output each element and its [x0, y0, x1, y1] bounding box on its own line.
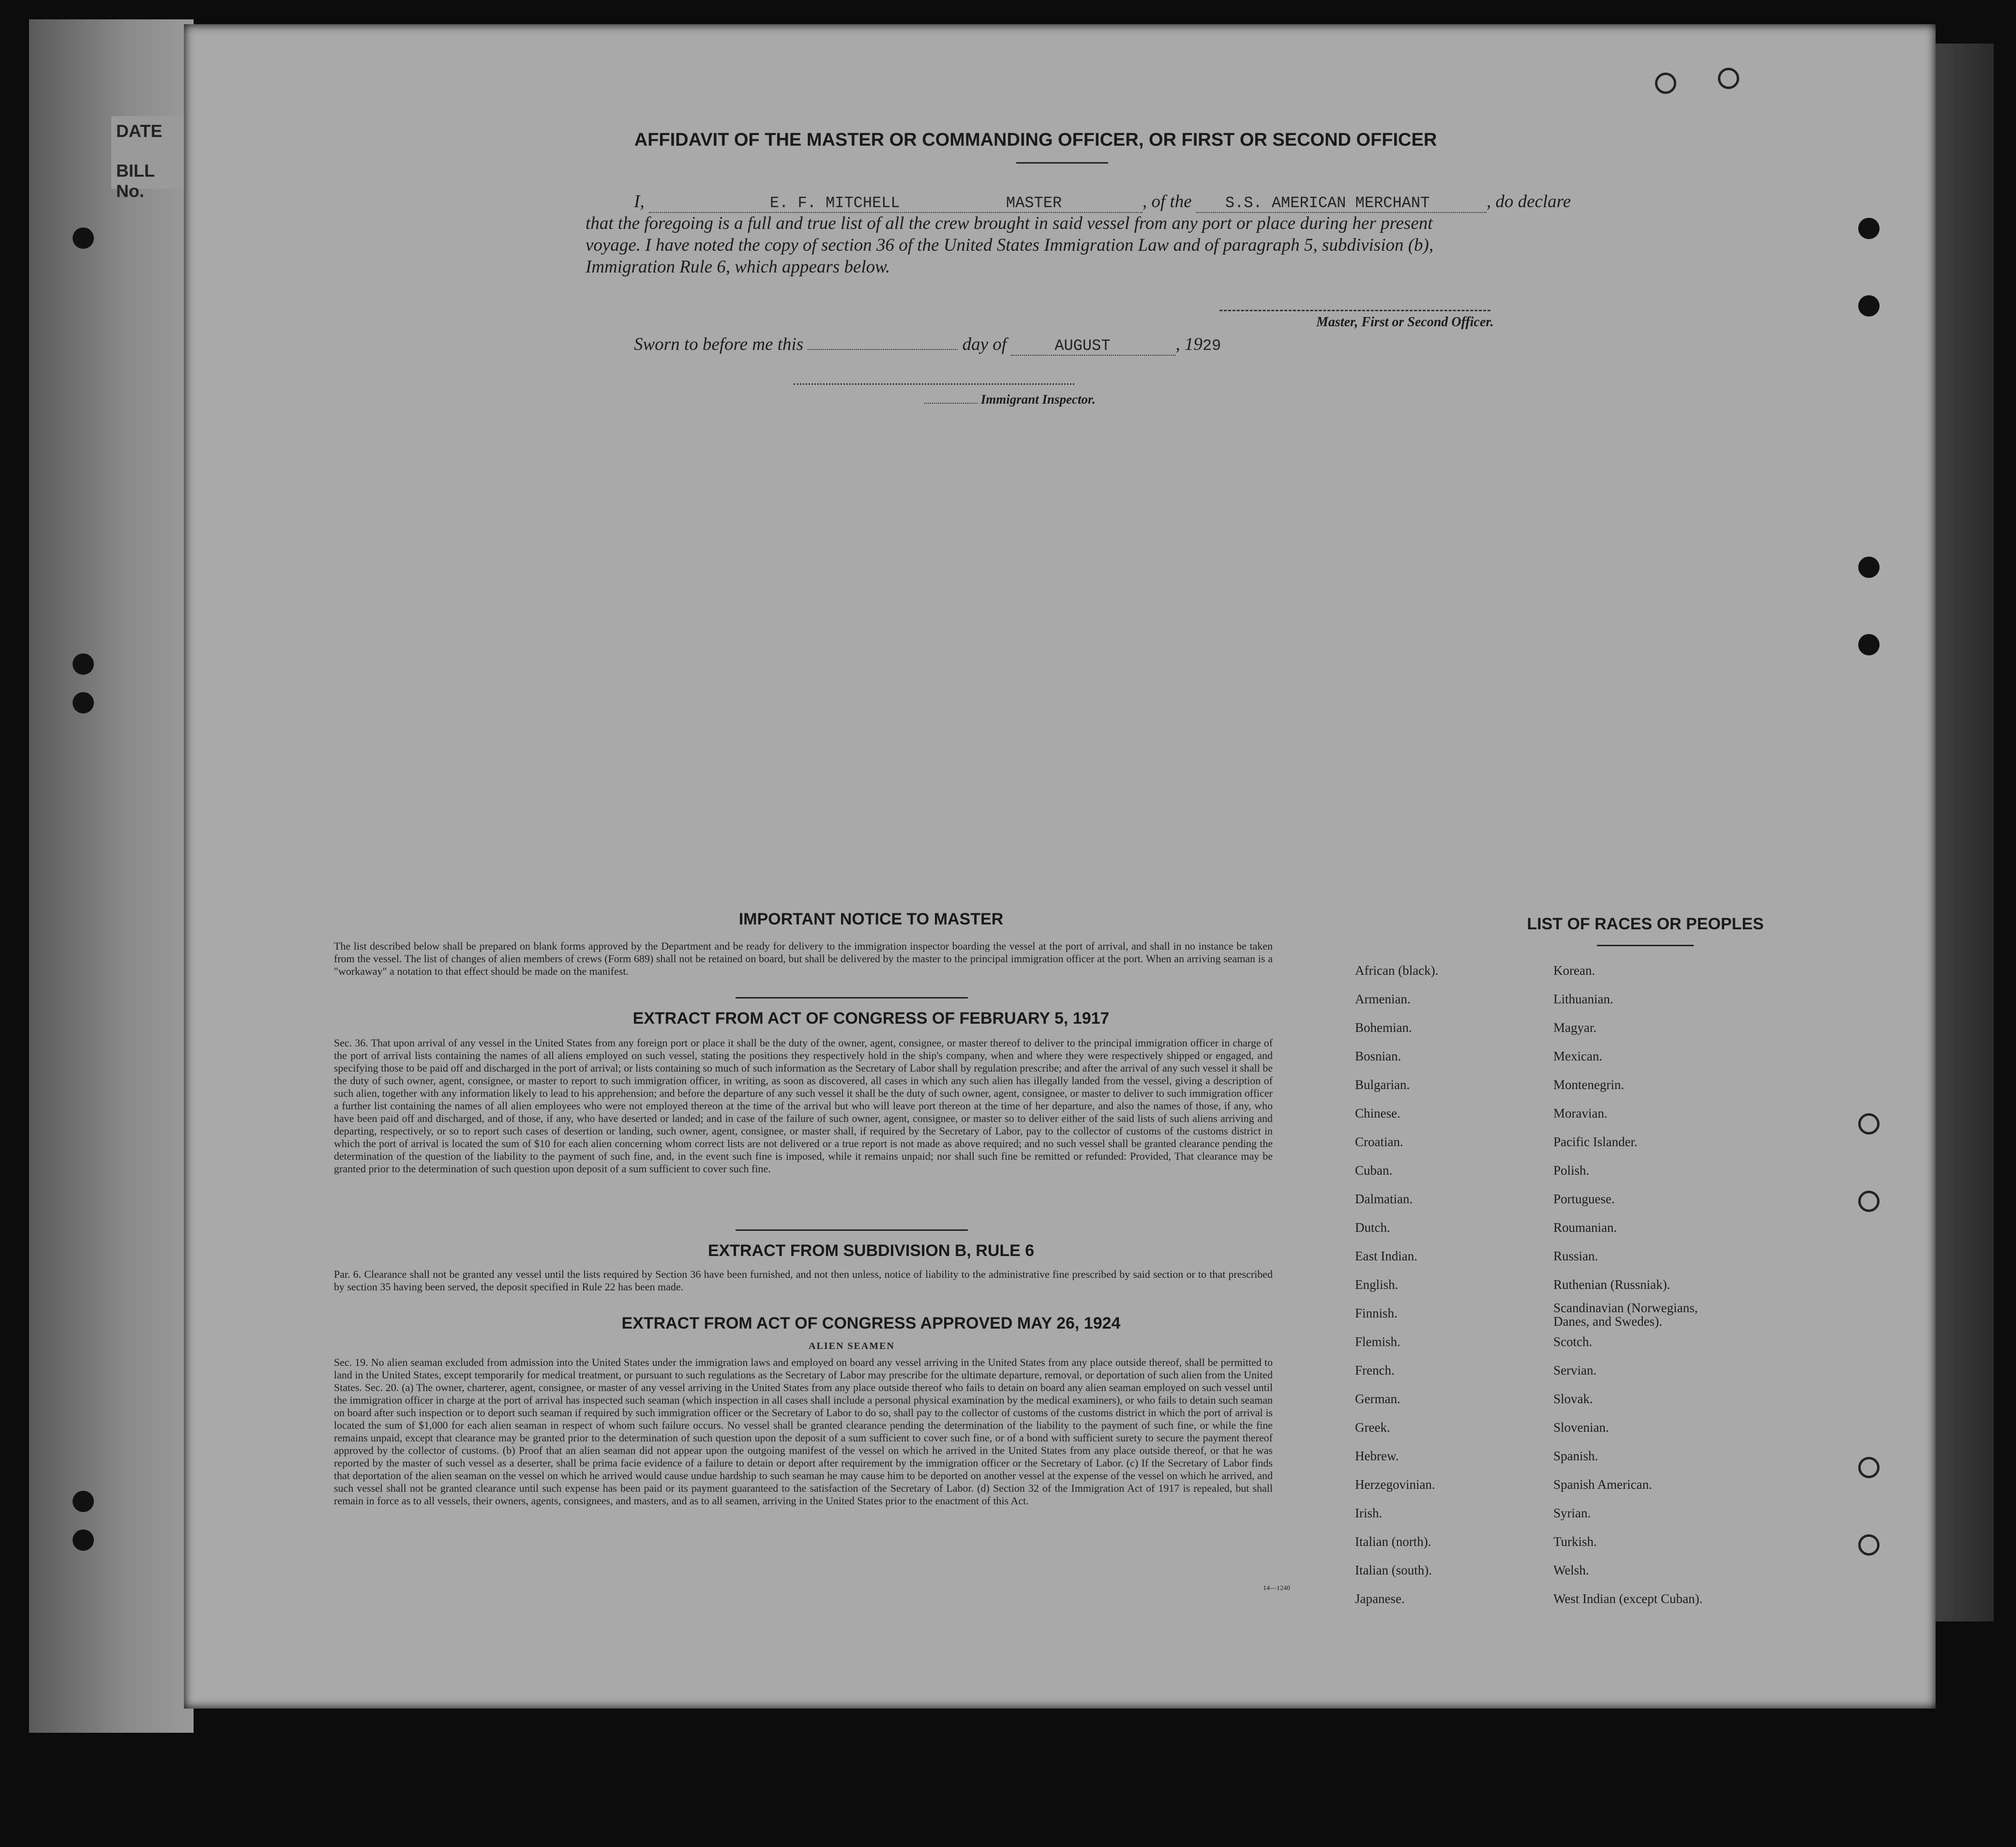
master-rank-value: MASTER [1006, 194, 1062, 212]
affidavit-declaration-line [634, 191, 1571, 213]
race-item: Greek. [1355, 1420, 1390, 1435]
extract-1917-rule [736, 1229, 968, 1231]
race-item: Dalmatian. [1355, 1192, 1413, 1206]
race-item: Finnish. [1355, 1306, 1398, 1320]
race-item: Dutch. [1355, 1220, 1390, 1235]
rule6-title: EXTRACT FROM SUBDIVISION B, RULE 6 [707, 1241, 1035, 1260]
document-page [184, 24, 1936, 1709]
punch-hole-right-5 [1858, 1113, 1880, 1135]
sworn-year-value: 29 [1202, 337, 1221, 355]
punch-hole-right-3 [1858, 557, 1880, 578]
affidavit-name-field [649, 191, 1143, 213]
race-item: Bulgarian. [1355, 1077, 1410, 1092]
rule6-text: Par. 6. Clearance shall not be granted any vessel until the lists required by Section 36 have been furnished, and not then unless, notice of liability to the administrative fine prescribed by said section or to that prescribed by section 35 having been served, the deposit specified in Rule 22 has been made. [334, 1268, 1273, 1293]
race-item: Italian (south). [1355, 1563, 1432, 1577]
vessel-field [1196, 191, 1487, 213]
sworn-line [634, 334, 1221, 356]
extract-1917-text: Sec. 36. That upon arrival of any vessel in the United States from any foreign port or place it shall be the duty of the owner, agent, consignee, or master thereof to deliver to the principal immigration officer in charge of the port of arrival lists containing the names of all aliens employed on such vessel, stating the positions they respectively hold in the ship's company, when and where they were respectively shipped or engaged, and specifying those to be paid off and discharged in the port of arrival; or lists containing so much of such information as the Secretary of Labor shall by regulation prescribe; and after the arrival of any such vessel it shall be the duty of such owner, agent, consignee, or master to report to such immigration officer, in writing, as soon as discovered, all cases in which any such alien has illegally landed from the vessel, giving a description of such alien, together with any information likely to lead to his apprehension; and before the departure of any such vessel it shall be the duty of such owner, agent, consignee, or master to deliver to such immigration officer a further list containing the names of all alien employees who were not employed thereon at the time of the arrival but who will leave port thereon at the time of her departure, and also the names of those, if any, who have been paid off and discharged, and of those, if any, who have deserted or landed; and in case of the failure of such owner, agent, consignee, or master so to deliver either of the said lists of such aliens arriving and departing, respectively, or so to report such cases of desertion or landing, such owner, agent, consignee, or master shall, if required by the Secretary of Labor, pay to the collector of customs of the customs district in which the port of arrival is located the sum of $10 for each alien concerning whom correct lists are not delivered or a true report is not made as above required; and no such vessel shall be granted clearance pending the determination of the question of the liability to the payment of such fine, and, in the event such fine is imposed, while it remains unpaid; nor shall such fine be remitted or refunded: Provided, That clearance may be granted prior to the determination of such question upon deposit of a sum sufficient to cover such fine. [334, 1037, 1273, 1175]
race-item: Hebrew. [1355, 1449, 1399, 1463]
punch-hole-left-5 [73, 1529, 94, 1551]
inspector-caption [924, 392, 1096, 407]
race-item: Russian. [1553, 1249, 1598, 1263]
inspector-caption-text: Immigrant Inspector. [980, 392, 1096, 407]
affidavit-title: AFFIDAVIT OF THE MASTER OR COMMANDING OFFICER, OR FIRST OR SECOND OFFICER [634, 130, 1437, 150]
race-item: Scotch. [1553, 1334, 1593, 1349]
race-item: Bosnian. [1355, 1049, 1401, 1063]
race-item: Chinese. [1355, 1106, 1400, 1120]
sworn-month-field [1011, 334, 1175, 356]
affidavit-body-line-1: that the foregoing is a full and true list of all the crew brought in said vessel from any port or place during her present [586, 213, 1433, 233]
punch-hole-left-4 [73, 1491, 94, 1512]
race-item: Mexican. [1553, 1049, 1603, 1063]
race-item: Spanish American. [1553, 1477, 1652, 1492]
race-item: Syrian. [1553, 1506, 1591, 1520]
affidavit-i-label: I, [634, 192, 645, 212]
affidavit-body-line-2: voyage. I have noted the copy of section 36 of the United States Immigration Law and of paragraph 5, subdivision (b), [586, 235, 1434, 255]
notice-text: The list described below shall be prepared on blank forms approved by the Department and be ready for delivery to the immigration inspector boarding the vessel at the port of arrival, and shall in no instance be taken from the vessel. The list of changes of alien members of crews (Form 689) shall not be retained on board, but shall be delivered by the master to the principal immigration officer at the port. When an arriving seaman is a "workaway" a notation to that effect should be made on the manifest. [334, 940, 1273, 977]
extract-1917-title: EXTRACT FROM ACT OF CONGRESS OF FEBRUARY 5, 1917 [632, 1009, 1110, 1028]
race-item: Bohemian. [1355, 1020, 1412, 1035]
tab-date-label: DATE [116, 121, 163, 141]
race-item: Servian. [1553, 1363, 1597, 1378]
race-item: French. [1355, 1363, 1395, 1378]
race-item: Magyar. [1553, 1020, 1597, 1035]
race-item: English. [1355, 1277, 1399, 1292]
extract-1924-text: Sec. 19. No alien seaman excluded from admission into the United States under the immigration laws and employed on board any vessel arriving in the United States from any place outside thereof, shall be permitted to land in the United States, except temporarily for medical treatment, or pursuant to such regulations as the Secretary of Labor may prescribe for the ultimate departure, removal, or deportation of such alien from the United States. Sec. 20. (a) The owner, charterer, agent, consignee, or master of any vessel arriving in the United States from any place outside thereof who fails to detain on board any alien seaman employed on such vessel until the immigration officer in charge at the port of arrival has inspected such seaman (which inspection in all cases shall include a personal physical examination by the medical examiners), or who fails to detain such seaman on board after such inspection or to deport such seaman if required by such immigration officer or the Secretary of Labor to do so, shall pay to the collector of customs of the customs district in which the port of arrival is located the sum of $1,000 for each alien seaman in respect of whom such failure occurs. No vessel shall be granted clearance pending the determination of the liability to the payment of such fine, or while the fine remains unpaid, except that clearance may be granted prior to the determination of such question upon the deposit of a sum sufficient to cover such fine, or of a bond with sufficient surety to secure the payment thereof approved by the collector of customs. (b) Proof that an alien seaman did not appear upon the outgoing manifest of the vessel on which he arrived in the United States from any place outside thereof, or that he was reported by the master of such vessel as a deserter, shall be prima facie evidence of a failure to detain or deport after requirement by the immigration officer or the Secretary of Labor. (c) If the Secretary of Labor finds that deportation of the alien seaman on the vessel on which he arrived would cause undue hardship to such seaman he may cause him to be deported on another vessel at the expense of the vessel on which he arrived, and such vessel shall not be granted clearance until such expense has been paid or its payment guaranteed to the satisfaction of the Secretary of Labor. (d) Section 32 of the Immigration Act of 1917 is repealed, but shall remain in force as to all vessels, their owners, agents, consignees, and masters, and as to all seamen, arriving in the United States prior to the enactment of this Act. [334, 1356, 1273, 1507]
races-rule [1597, 945, 1694, 946]
vessel-name-value: S.S. AMERICAN MERCHANT [1225, 194, 1430, 212]
punch-hole-right-4 [1858, 634, 1880, 655]
file-tab [111, 116, 184, 201]
affidavit-do-declare-label: , do declare [1486, 192, 1571, 212]
race-item: Spanish. [1553, 1449, 1598, 1463]
race-item: Flemish. [1355, 1334, 1400, 1349]
punch-hole-left-1 [73, 227, 94, 249]
affidavit-rule [1016, 162, 1108, 164]
race-item: Portuguese. [1553, 1192, 1615, 1206]
inspector-name-field [924, 403, 978, 404]
race-item: Slovak. [1553, 1392, 1593, 1406]
race-item: Herzegovinian. [1355, 1477, 1435, 1492]
extract-1924-title: EXTRACT FROM ACT OF CONGRESS APPROVED MAY 26, 1924 [621, 1314, 1121, 1332]
race-item: Korean. [1553, 963, 1595, 978]
race-item: Italian (north). [1355, 1534, 1431, 1549]
alien-seamen-subtitle: ALIEN SEAMEN [809, 1341, 895, 1351]
notice-rule [736, 997, 968, 999]
punch-hole-right-6 [1858, 1191, 1880, 1212]
punch-hole-right-2 [1858, 295, 1880, 317]
race-item: Polish. [1553, 1163, 1590, 1178]
form-number: 14—1240 [1263, 1585, 1290, 1592]
race-item: Croatian. [1355, 1135, 1403, 1149]
race-item: Slovenian. [1553, 1420, 1609, 1435]
race-item: German. [1355, 1392, 1400, 1406]
race-item: Pacific Islander. [1553, 1135, 1638, 1149]
race-item: Scandinavian (Norwegians, Danes, and Swedes). [1553, 1301, 1698, 1329]
race-item: Montenegrin. [1553, 1077, 1625, 1092]
notice-title: IMPORTANT NOTICE TO MASTER [738, 910, 1004, 928]
sworn-day-field [808, 349, 958, 350]
race-item: Ruthenian (Russniak). [1553, 1277, 1670, 1292]
affidavit-body-line-3: Immigration Rule 6, which appears below. [586, 257, 890, 277]
race-item: Japanese. [1355, 1591, 1405, 1606]
punch-hole-left-2 [73, 653, 94, 675]
inspector-signature-line [794, 383, 1074, 385]
page-underlay-left [29, 19, 194, 1733]
race-item: Lithuanian. [1553, 992, 1613, 1006]
race-item: Irish. [1355, 1506, 1383, 1520]
day-of-label: day of [962, 334, 1007, 354]
master-signature-line [1219, 310, 1490, 311]
punch-hole-top-1 [1655, 73, 1676, 94]
race-item: Moravian. [1553, 1106, 1608, 1120]
sworn-label: Sworn to before me this [634, 334, 804, 354]
master-signature-caption: Master, First or Second Officer. [1316, 315, 1494, 330]
race-item: Roumanian. [1553, 1220, 1617, 1235]
tab-bill-label: BILL No. [116, 161, 155, 201]
race-item: Turkish. [1553, 1534, 1597, 1549]
punch-hole-top-2 [1718, 68, 1739, 89]
race-item: Cuban. [1355, 1163, 1393, 1178]
race-item: Armenian. [1355, 992, 1411, 1006]
sworn-year-prefix: , 19 [1175, 334, 1203, 354]
master-name-value: E. F. MITCHELL [769, 194, 900, 212]
race-item: Welsh. [1553, 1563, 1589, 1577]
race-item: East Indian. [1355, 1249, 1417, 1263]
punch-hole-right-7 [1858, 1457, 1880, 1478]
punch-hole-left-3 [73, 692, 94, 713]
punch-hole-right-1 [1858, 218, 1880, 239]
races-title: LIST OF RACES OR PEOPLES [1527, 915, 1764, 933]
sworn-month-value: AUGUST [1054, 337, 1111, 355]
affidavit-of-the-label: , of the [1142, 192, 1192, 212]
race-item: West Indian (except Cuban). [1553, 1591, 1703, 1606]
punch-hole-right-8 [1858, 1534, 1880, 1556]
race-item: African (black). [1355, 963, 1439, 978]
